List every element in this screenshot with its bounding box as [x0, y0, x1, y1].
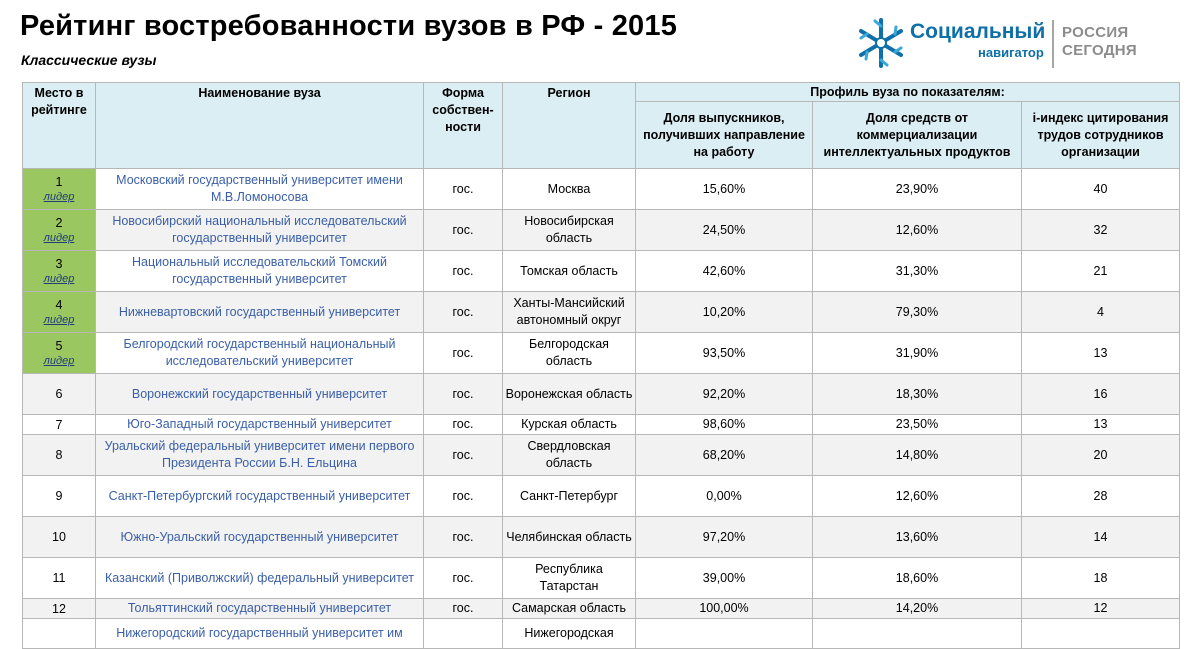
table-row [23, 558, 1180, 599]
ownership-cell: гос. [424, 435, 503, 476]
rank-cell [23, 333, 96, 374]
table-row [23, 619, 1180, 649]
university-name-link[interactable]: Московский государственный университет имени М.В.Ломоносова [96, 169, 424, 210]
header-profile-group: Профиль вуза по показателям: [636, 83, 1180, 102]
table-row [23, 333, 1180, 374]
partner-logo-text [1062, 24, 1137, 60]
rank-cell [23, 374, 96, 415]
page-subtitle: Классические вузы [21, 52, 157, 68]
university-name-link[interactable]: Нижневартовский государственный университет [96, 292, 424, 333]
logo-divider [1052, 20, 1054, 68]
university-name-link[interactable]: Воронежский государственный университет [96, 374, 424, 415]
region-cell: Республика Татарстан [503, 558, 636, 599]
header-ownership: Форма собствен-ности [424, 83, 503, 169]
commercial-share-cell: 23,90% [813, 169, 1022, 210]
ownership-cell: гос. [424, 169, 503, 210]
table-row [23, 517, 1180, 558]
rank-cell [23, 210, 96, 251]
university-name-link[interactable]: Казанский (Приволжский) федеральный университет [96, 558, 424, 599]
citation-index-cell: 21 [1022, 251, 1180, 292]
table-row [23, 476, 1180, 517]
table-body [23, 169, 1180, 649]
region-cell: Ханты-Мансийский автономный округ [503, 292, 636, 333]
commercial-share-cell: 31,90% [813, 333, 1022, 374]
graduates-share-cell: 97,20% [636, 517, 813, 558]
table-row [23, 251, 1180, 292]
university-rating-table [22, 82, 1180, 649]
citation-index-cell: 18 [1022, 558, 1180, 599]
citation-index-cell: 20 [1022, 435, 1180, 476]
graduates-share-cell: 100,00% [636, 599, 813, 619]
rank-number: 1 [55, 175, 63, 189]
graduates-share-cell: 15,60% [636, 169, 813, 210]
graduates-share-cell: 10,20% [636, 292, 813, 333]
university-name-link[interactable]: Уральский федеральный университет имени первого Президента России Б.Н. Ельцина [96, 435, 424, 476]
table-row [23, 435, 1180, 476]
rank-number: 7 [55, 417, 63, 432]
graduates-share-cell: 42,60% [636, 251, 813, 292]
commercial-share-cell: 12,60% [813, 476, 1022, 517]
citation-index-cell: 40 [1022, 169, 1180, 210]
region-cell: Челябинская область [503, 517, 636, 558]
university-name-link[interactable]: Тольяттинский государственный университет [96, 599, 424, 619]
rank-number: 5 [55, 339, 63, 353]
rank-cell [23, 517, 96, 558]
ownership-cell: гос. [424, 374, 503, 415]
leader-badge-link[interactable]: лидер [43, 355, 75, 367]
ownership-cell: гос. [424, 476, 503, 517]
header-rank: Место в рейтинге [23, 83, 96, 169]
graduates-share-cell: 0,00% [636, 476, 813, 517]
header-commercial: Доля средств от коммерциализации интеллектуальных продуктов [813, 102, 1022, 169]
region-cell: Курская область [503, 415, 636, 435]
region-cell: Москва [503, 169, 636, 210]
table-row [23, 374, 1180, 415]
commercial-share-cell: 18,30% [813, 374, 1022, 415]
partner-line-2: СЕГОДНЯ [1062, 42, 1138, 59]
ownership-cell: гос. [424, 599, 503, 619]
region-cell: Белгородская область [503, 333, 636, 374]
ownership-cell: гос. [424, 415, 503, 435]
university-name-link[interactable]: Нижегородский государственный университет им [96, 619, 424, 649]
brand-subname: навигатор [978, 45, 1044, 60]
region-cell: Самарская область [503, 599, 636, 619]
region-cell: Свердловская область [503, 435, 636, 476]
rank-cell [23, 599, 96, 619]
commercial-share-cell: 23,50% [813, 415, 1022, 435]
region-cell: Томская область [503, 251, 636, 292]
commercial-share-cell: 14,20% [813, 599, 1022, 619]
snowflake-logo-icon [856, 16, 906, 70]
rank-cell [23, 476, 96, 517]
ownership-cell: гос. [424, 517, 503, 558]
rank-number: 2 [55, 216, 63, 230]
commercial-share-cell: 14,80% [813, 435, 1022, 476]
commercial-share-cell [813, 619, 1022, 649]
header-graduates: Доля выпускников, получивших направление на работу [636, 102, 813, 169]
university-name-link[interactable]: Южно-Уральский государственный университет [96, 517, 424, 558]
university-name-link[interactable]: Новосибирский национальный исследовательский государственный университет [96, 210, 424, 251]
citation-index-cell: 16 [1022, 374, 1180, 415]
social-navigator-logo [856, 14, 1146, 74]
rank-number: 11 [52, 571, 66, 585]
commercial-share-cell: 31,30% [813, 251, 1022, 292]
rank-cell [23, 619, 96, 649]
commercial-share-cell: 79,30% [813, 292, 1022, 333]
table-row [23, 210, 1180, 251]
citation-index-cell: 28 [1022, 476, 1180, 517]
commercial-share-cell: 12,60% [813, 210, 1022, 251]
rank-number: 10 [52, 530, 66, 544]
rank-number: 12 [52, 601, 66, 616]
citation-index-cell: 12 [1022, 599, 1180, 619]
citation-index-cell [1022, 619, 1180, 649]
citation-index-cell: 14 [1022, 517, 1180, 558]
rank-number: 6 [55, 387, 63, 401]
header-citation-index: i-индекс цитирования трудов сотрудников организации [1022, 102, 1180, 169]
ownership-cell: гос. [424, 251, 503, 292]
ownership-cell [424, 619, 503, 649]
graduates-share-cell: 39,00% [636, 558, 813, 599]
table-row [23, 599, 1180, 619]
citation-index-cell: 4 [1022, 292, 1180, 333]
leader-badge-link[interactable]: лидер [43, 191, 75, 203]
leader-badge-link[interactable]: лидер [43, 314, 75, 326]
citation-index-cell: 13 [1022, 415, 1180, 435]
citation-index-cell: 32 [1022, 210, 1180, 251]
page-title: Рейтинг востребованности вузов в РФ - 2015 [20, 10, 678, 42]
table-row [23, 169, 1180, 210]
region-cell: Воронежская область [503, 374, 636, 415]
graduates-share-cell: 24,50% [636, 210, 813, 251]
header-region: Регион [503, 83, 636, 169]
ownership-cell: гос. [424, 333, 503, 374]
header-name: Наименование вуза [96, 83, 424, 169]
rank-cell [23, 415, 96, 435]
rank-cell [23, 435, 96, 476]
rank-cell [23, 292, 96, 333]
university-name-link[interactable]: Белгородский государственный национальный исследовательский университет [96, 333, 424, 374]
rank-number: 9 [55, 489, 63, 503]
rank-number: 4 [55, 298, 63, 312]
region-cell: Новосибирская область [503, 210, 636, 251]
ownership-cell: гос. [424, 210, 503, 251]
graduates-share-cell: 92,20% [636, 374, 813, 415]
university-name-link[interactable]: Национальный исследовательский Томский государственный университет [96, 251, 424, 292]
rank-number: 8 [55, 448, 63, 462]
region-cell: Нижегородская [503, 619, 636, 649]
university-name-link[interactable]: Юго-Западный государственный университет [96, 415, 424, 435]
rank-cell [23, 251, 96, 292]
table-row [23, 292, 1180, 333]
commercial-share-cell: 18,60% [813, 558, 1022, 599]
ownership-cell: гос. [424, 292, 503, 333]
graduates-share-cell: 93,50% [636, 333, 813, 374]
citation-index-cell: 13 [1022, 333, 1180, 374]
table-row [23, 415, 1180, 435]
partner-line-1: РОССИЯ [1062, 24, 1129, 41]
graduates-share-cell [636, 619, 813, 649]
rank-cell [23, 558, 96, 599]
region-cell: Санкт-Петербург [503, 476, 636, 517]
rank-cell [23, 169, 96, 210]
university-name-link[interactable]: Санкт-Петербургский государственный университет [96, 476, 424, 517]
graduates-share-cell: 98,60% [636, 415, 813, 435]
graduates-share-cell: 68,20% [636, 435, 813, 476]
ownership-cell: гос. [424, 558, 503, 599]
commercial-share-cell: 13,60% [813, 517, 1022, 558]
brand-name: Социальный [910, 20, 1046, 43]
leader-badge-link[interactable]: лидер [43, 232, 75, 244]
leader-badge-link[interactable]: лидер [43, 273, 75, 285]
rank-number: 3 [55, 257, 63, 271]
